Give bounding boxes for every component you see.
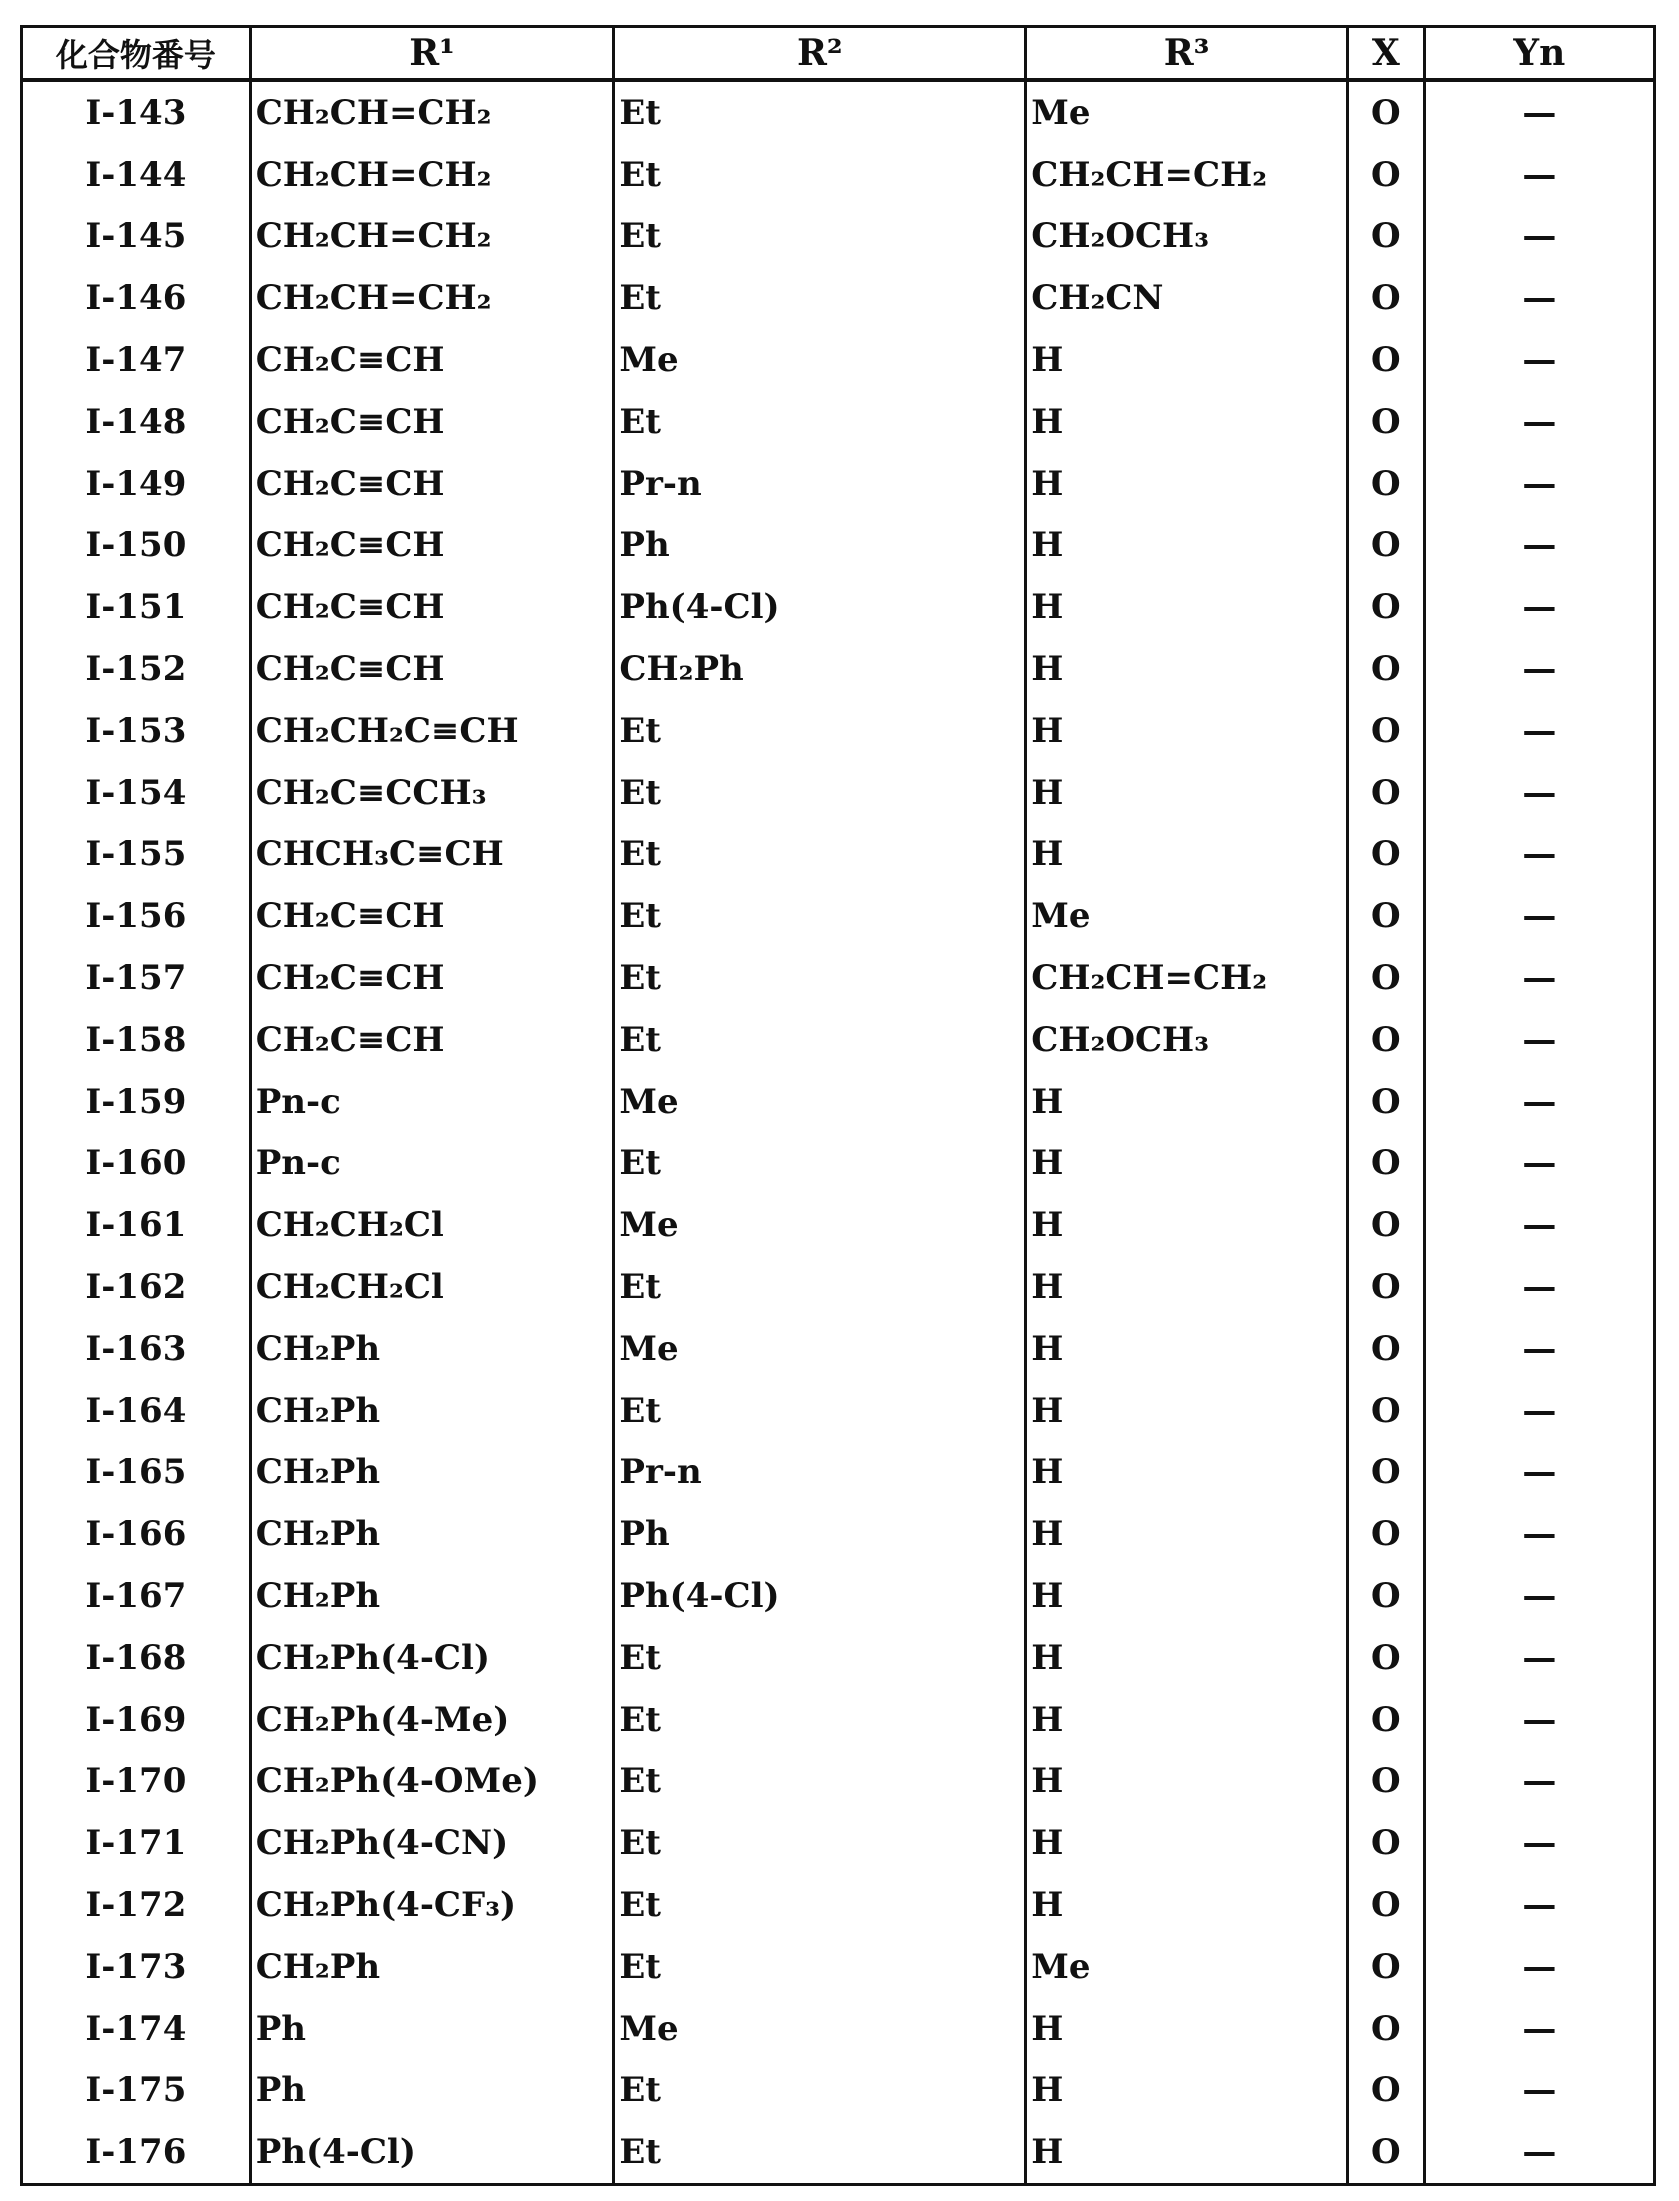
compound-number: I-173 — [22, 1936, 251, 1998]
yn-cell: — — [1424, 1133, 1654, 1195]
compound-number: I-146 — [22, 267, 251, 329]
r2-cell: Me — [614, 1071, 1026, 1133]
r2-cell: CH₂Ph — [614, 638, 1026, 700]
yn-cell: — — [1424, 453, 1654, 515]
x-cell: O — [1347, 144, 1424, 206]
r2-cell: Et — [614, 1380, 1026, 1442]
r1-cell: CH₂C≡CH — [250, 576, 614, 638]
header-r1: R¹ — [250, 27, 614, 81]
table-row — [22, 947, 1655, 1009]
x-cell: O — [1347, 1133, 1424, 1195]
table-row — [22, 267, 1655, 329]
yn-cell: — — [1424, 1256, 1654, 1318]
compound-number: I-174 — [22, 1998, 251, 2060]
table-row — [22, 1009, 1655, 1071]
table-row — [22, 824, 1655, 886]
r1-cell: CH₂CH=CH₂ — [250, 267, 614, 329]
compound-number: I-165 — [22, 1442, 251, 1504]
compound-table — [20, 25, 1656, 2186]
x-cell: O — [1347, 885, 1424, 947]
header-yn: Yn — [1424, 27, 1654, 81]
yn-cell: — — [1424, 1936, 1654, 1998]
compound-number: I-158 — [22, 1009, 251, 1071]
r3-cell: H — [1026, 638, 1348, 700]
r3-cell: Me — [1026, 1936, 1348, 1998]
r1-cell: CH₂Ph — [250, 1503, 614, 1565]
r2-cell: Et — [614, 206, 1026, 268]
x-cell: O — [1347, 700, 1424, 762]
r2-cell: Me — [614, 329, 1026, 391]
table-row — [22, 1318, 1655, 1380]
r2-cell: Ph(4-Cl) — [614, 576, 1026, 638]
compound-number: I-153 — [22, 700, 251, 762]
yn-cell: — — [1424, 1627, 1654, 1689]
compound-number: I-149 — [22, 453, 251, 515]
yn-cell: — — [1424, 2060, 1654, 2122]
x-cell: O — [1347, 1998, 1424, 2060]
header-r3: R³ — [1026, 27, 1348, 81]
table-row — [22, 1071, 1655, 1133]
compound-number: I-168 — [22, 1627, 251, 1689]
header-compound-number: 化合物番号 — [22, 27, 251, 81]
r1-cell: CH₂Ph — [250, 1565, 614, 1627]
r1-cell: CH₂CH₂Cl — [250, 1194, 614, 1256]
table-row — [22, 1936, 1655, 1998]
compound-number: I-154 — [22, 762, 251, 824]
r3-cell: H — [1026, 1133, 1348, 1195]
compound-number: I-160 — [22, 1133, 251, 1195]
x-cell: O — [1347, 80, 1424, 144]
compound-number: I-175 — [22, 2060, 251, 2122]
r1-cell: CH₂C≡CCH₃ — [250, 762, 614, 824]
r2-cell: Me — [614, 1318, 1026, 1380]
compound-number: I-155 — [22, 824, 251, 886]
r1-cell: CHCH₃C≡CH — [250, 824, 614, 886]
r3-cell: H — [1026, 1442, 1348, 1504]
r1-cell: CH₂Ph — [250, 1380, 614, 1442]
compound-number: I-144 — [22, 144, 251, 206]
r3-cell: H — [1026, 762, 1348, 824]
yn-cell: — — [1424, 885, 1654, 947]
table-row — [22, 1751, 1655, 1813]
r1-cell: CH₂CH=CH₂ — [250, 80, 614, 144]
r2-cell: Et — [614, 1874, 1026, 1936]
r1-cell: Ph(4-Cl) — [250, 2121, 614, 2184]
yn-cell: — — [1424, 1194, 1654, 1256]
r1-cell: CH₂Ph(4-CN) — [250, 1812, 614, 1874]
yn-cell: — — [1424, 391, 1654, 453]
x-cell: O — [1347, 329, 1424, 391]
r3-cell: CH₂CH=CH₂ — [1026, 947, 1348, 1009]
x-cell: O — [1347, 1874, 1424, 1936]
table-row — [22, 1874, 1655, 1936]
table-row — [22, 1812, 1655, 1874]
x-cell: O — [1347, 2060, 1424, 2122]
x-cell: O — [1347, 576, 1424, 638]
r1-cell: Pn-c — [250, 1133, 614, 1195]
r1-cell: CH₂C≡CH — [250, 1009, 614, 1071]
table-row — [22, 1503, 1655, 1565]
x-cell: O — [1347, 1194, 1424, 1256]
table-row — [22, 80, 1655, 144]
x-cell: O — [1347, 1751, 1424, 1813]
r3-cell: H — [1026, 1627, 1348, 1689]
x-cell: O — [1347, 762, 1424, 824]
compound-number: I-150 — [22, 515, 251, 577]
x-cell: O — [1347, 1503, 1424, 1565]
table-row — [22, 453, 1655, 515]
yn-cell: — — [1424, 1009, 1654, 1071]
x-cell: O — [1347, 1936, 1424, 1998]
table-row — [22, 700, 1655, 762]
r2-cell: Et — [614, 1812, 1026, 1874]
r2-cell: Ph — [614, 1503, 1026, 1565]
x-cell: O — [1347, 391, 1424, 453]
table-row — [22, 144, 1655, 206]
r2-cell: Pr-n — [614, 453, 1026, 515]
r2-cell: Et — [614, 1133, 1026, 1195]
yn-cell: — — [1424, 700, 1654, 762]
r1-cell: CH₂CH=CH₂ — [250, 144, 614, 206]
compound-number: I-148 — [22, 391, 251, 453]
r1-cell: CH₂CH₂Cl — [250, 1256, 614, 1318]
x-cell: O — [1347, 1009, 1424, 1071]
r2-cell: Et — [614, 1689, 1026, 1751]
yn-cell: — — [1424, 576, 1654, 638]
r3-cell: H — [1026, 1380, 1348, 1442]
x-cell: O — [1347, 453, 1424, 515]
r3-cell: H — [1026, 700, 1348, 762]
r2-cell: Pr-n — [614, 1442, 1026, 1504]
x-cell: O — [1347, 515, 1424, 577]
compound-number: I-143 — [22, 80, 251, 144]
yn-cell: — — [1424, 1751, 1654, 1813]
yn-cell: — — [1424, 144, 1654, 206]
x-cell: O — [1347, 206, 1424, 268]
table-row — [22, 1256, 1655, 1318]
r3-cell: H — [1026, 1751, 1348, 1813]
table-row — [22, 515, 1655, 577]
r2-cell: Et — [614, 2060, 1026, 2122]
r3-cell: H — [1026, 1689, 1348, 1751]
r1-cell: Ph — [250, 2060, 614, 2122]
compound-number: I-159 — [22, 1071, 251, 1133]
r2-cell: Et — [614, 144, 1026, 206]
table-row — [22, 1133, 1655, 1195]
r1-cell: CH₂Ph — [250, 1318, 614, 1380]
r2-cell: Et — [614, 762, 1026, 824]
r2-cell: Et — [614, 2121, 1026, 2184]
r2-cell: Et — [614, 1627, 1026, 1689]
yn-cell: — — [1424, 1689, 1654, 1751]
r3-cell: CH₂OCH₃ — [1026, 1009, 1348, 1071]
yn-cell: — — [1424, 947, 1654, 1009]
r3-cell: H — [1026, 1812, 1348, 1874]
yn-cell: — — [1424, 1442, 1654, 1504]
compound-number: I-169 — [22, 1689, 251, 1751]
compound-number: I-151 — [22, 576, 251, 638]
table-row — [22, 1194, 1655, 1256]
table-row — [22, 1442, 1655, 1504]
yn-cell: — — [1424, 515, 1654, 577]
yn-cell: — — [1424, 638, 1654, 700]
r3-cell: H — [1026, 2060, 1348, 2122]
x-cell: O — [1347, 1812, 1424, 1874]
r3-cell: CH₂CN — [1026, 267, 1348, 329]
r3-cell: H — [1026, 515, 1348, 577]
x-cell: O — [1347, 1565, 1424, 1627]
x-cell: O — [1347, 1256, 1424, 1318]
r2-cell: Et — [614, 80, 1026, 144]
compound-number: I-172 — [22, 1874, 251, 1936]
yn-cell: — — [1424, 824, 1654, 886]
table-row — [22, 1689, 1655, 1751]
table-row — [22, 1998, 1655, 2060]
yn-cell: — — [1424, 1380, 1654, 1442]
r3-cell: H — [1026, 391, 1348, 453]
x-cell: O — [1347, 1318, 1424, 1380]
table-row — [22, 1380, 1655, 1442]
r3-cell: H — [1026, 1503, 1348, 1565]
r2-cell: Et — [614, 1751, 1026, 1813]
r2-cell: Et — [614, 885, 1026, 947]
table-row — [22, 1627, 1655, 1689]
compound-number: I-145 — [22, 206, 251, 268]
r3-cell: H — [1026, 1318, 1348, 1380]
compound-number: I-163 — [22, 1318, 251, 1380]
x-cell: O — [1347, 947, 1424, 1009]
r2-cell: Me — [614, 1998, 1026, 2060]
x-cell: O — [1347, 1689, 1424, 1751]
yn-cell: — — [1424, 1874, 1654, 1936]
header-row — [22, 27, 1655, 81]
header-x: X — [1347, 27, 1424, 81]
table-row — [22, 391, 1655, 453]
r1-cell: CH₂Ph(4-OMe) — [250, 1751, 614, 1813]
table-row — [22, 2121, 1655, 2184]
r1-cell: CH₂C≡CH — [250, 515, 614, 577]
yn-cell: — — [1424, 1503, 1654, 1565]
compound-number: I-166 — [22, 1503, 251, 1565]
r2-cell: Et — [614, 391, 1026, 453]
r2-cell: Ph — [614, 515, 1026, 577]
r2-cell: Ph(4-Cl) — [614, 1565, 1026, 1627]
compound-number: I-164 — [22, 1380, 251, 1442]
r2-cell: Et — [614, 1009, 1026, 1071]
yn-cell: — — [1424, 267, 1654, 329]
r3-cell: H — [1026, 824, 1348, 886]
header-r2: R² — [614, 27, 1026, 81]
compound-number: I-152 — [22, 638, 251, 700]
x-cell: O — [1347, 1380, 1424, 1442]
r3-cell: CH₂CH=CH₂ — [1026, 144, 1348, 206]
x-cell: O — [1347, 2121, 1424, 2184]
r3-cell: Me — [1026, 80, 1348, 144]
compound-number: I-162 — [22, 1256, 251, 1318]
r1-cell: CH₂Ph(4-Cl) — [250, 1627, 614, 1689]
table-row — [22, 638, 1655, 700]
r3-cell: H — [1026, 1565, 1348, 1627]
table-row — [22, 329, 1655, 391]
yn-cell: — — [1424, 2121, 1654, 2184]
table-row — [22, 1565, 1655, 1627]
yn-cell: — — [1424, 1565, 1654, 1627]
r3-cell: H — [1026, 1071, 1348, 1133]
table-row — [22, 885, 1655, 947]
r3-cell: H — [1026, 1194, 1348, 1256]
table-row — [22, 576, 1655, 638]
r1-cell: Pn-c — [250, 1071, 614, 1133]
compound-number: I-161 — [22, 1194, 251, 1256]
r2-cell: Et — [614, 700, 1026, 762]
compound-number: I-157 — [22, 947, 251, 1009]
r1-cell: CH₂C≡CH — [250, 885, 614, 947]
x-cell: O — [1347, 1442, 1424, 1504]
r1-cell: CH₂C≡CH — [250, 391, 614, 453]
r2-cell: Et — [614, 267, 1026, 329]
yn-cell: — — [1424, 1812, 1654, 1874]
r3-cell: H — [1026, 1256, 1348, 1318]
x-cell: O — [1347, 1627, 1424, 1689]
yn-cell: — — [1424, 329, 1654, 391]
yn-cell: — — [1424, 1318, 1654, 1380]
r1-cell: CH₂CH=CH₂ — [250, 206, 614, 268]
r1-cell: CH₂Ph(4-Me) — [250, 1689, 614, 1751]
r3-cell: CH₂OCH₃ — [1026, 206, 1348, 268]
r1-cell: CH₂Ph(4-CF₃) — [250, 1874, 614, 1936]
r2-cell: Et — [614, 1256, 1026, 1318]
r1-cell: CH₂Ph — [250, 1936, 614, 1998]
r1-cell: CH₂Ph — [250, 1442, 614, 1504]
compound-number: I-176 — [22, 2121, 251, 2184]
r3-cell: H — [1026, 329, 1348, 391]
yn-cell: — — [1424, 762, 1654, 824]
r3-cell: H — [1026, 453, 1348, 515]
compound-number: I-156 — [22, 885, 251, 947]
table-row — [22, 2060, 1655, 2122]
table-row — [22, 762, 1655, 824]
r1-cell: CH₂C≡CH — [250, 453, 614, 515]
yn-cell: — — [1424, 206, 1654, 268]
r1-cell: CH₂C≡CH — [250, 329, 614, 391]
yn-cell: — — [1424, 1998, 1654, 2060]
yn-cell: — — [1424, 80, 1654, 144]
x-cell: O — [1347, 1071, 1424, 1133]
compound-number: I-167 — [22, 1565, 251, 1627]
r3-cell: H — [1026, 576, 1348, 638]
x-cell: O — [1347, 638, 1424, 700]
r2-cell: Et — [614, 1936, 1026, 1998]
compound-number: I-147 — [22, 329, 251, 391]
x-cell: O — [1347, 824, 1424, 886]
r2-cell: Me — [614, 1194, 1026, 1256]
x-cell: O — [1347, 267, 1424, 329]
r1-cell: Ph — [250, 1998, 614, 2060]
r1-cell: CH₂CH₂C≡CH — [250, 700, 614, 762]
r1-cell: CH₂C≡CH — [250, 947, 614, 1009]
yn-cell: — — [1424, 1071, 1654, 1133]
r1-cell: CH₂C≡CH — [250, 638, 614, 700]
r3-cell: H — [1026, 2121, 1348, 2184]
table-row — [22, 206, 1655, 268]
r2-cell: Et — [614, 947, 1026, 1009]
r3-cell: H — [1026, 1874, 1348, 1936]
r3-cell: Me — [1026, 885, 1348, 947]
compound-number: I-170 — [22, 1751, 251, 1813]
r2-cell: Et — [614, 824, 1026, 886]
r3-cell: H — [1026, 1998, 1348, 2060]
compound-number: I-171 — [22, 1812, 251, 1874]
